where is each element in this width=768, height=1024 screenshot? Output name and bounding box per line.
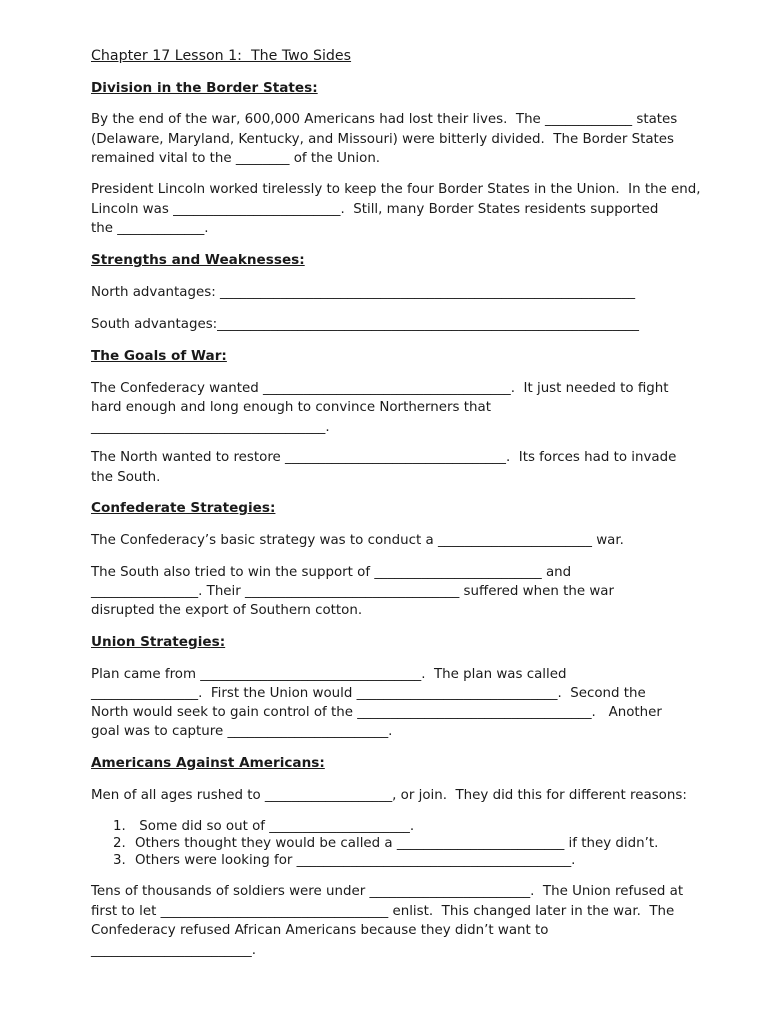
list-number: 3. [113, 853, 126, 868]
list-number: 2. [113, 836, 126, 851]
paragraph-line: North would seek to gain control of the ___________________________________. Another [91, 705, 662, 720]
paragraph-line: The Confederacy’s basic strategy was to conduct a _______________________ war. [91, 533, 624, 548]
paragraph-line: disrupted the export of Southern cotton. [91, 603, 363, 618]
heading-union-strategies: Union Strategies: [91, 634, 226, 650]
paragraph-line: Men of all ages rushed to ___________________, or join. They did this for different reasons: [91, 788, 687, 803]
list-text: Others thought they would be called a _________________________ if they didn’t. [135, 836, 659, 851]
heading-goals: The Goals of War: [91, 348, 227, 364]
paragraph-line: the South. [91, 470, 161, 485]
paragraph-line: Plan came from _________________________________. The plan was called [91, 667, 567, 682]
list-text: Others were looking for _________________________________________. [135, 853, 576, 868]
paragraph-line: By the end of the war, 600,000 Americans had lost their lives. The _____________ states [91, 112, 678, 127]
paragraph-line: Confederacy refused African Americans because they didn’t want to [91, 923, 549, 938]
heading-border-states: Division in the Border States: [91, 80, 318, 96]
paragraph-line: remained vital to the ________ of the Union. [91, 151, 381, 166]
paragraph-line: ___________________________________. [91, 420, 330, 435]
paragraph-line: President Lincoln worked tirelessly to keep the four Border States in the Union. In the end, [91, 182, 701, 197]
paragraph-line: ________________________. [91, 943, 256, 958]
paragraph-line: ________________. Their ________________________________ suffered when the war [91, 584, 614, 599]
paragraph-line: goal was to capture ________________________. [91, 724, 393, 739]
paragraph-line: South advantages:_______________________________________________________________ [91, 317, 639, 332]
paragraph-line: hard enough and long enough to convince Northerners that [91, 400, 491, 415]
heading-americans: Americans Against Americans: [91, 755, 325, 771]
paragraph-line: The Confederacy wanted _____________________________________. It just needed to fight [91, 381, 669, 396]
paragraph-line: The South also tried to win the support of _________________________ and [91, 565, 572, 580]
list-number: 1. [113, 819, 126, 834]
paragraph-line: ________________. First the Union would ______________________________. Second the [91, 686, 646, 701]
page-title: Chapter 17 Lesson 1: The Two Sides [91, 48, 352, 64]
list-text: Some did so out of _____________________. [135, 819, 415, 834]
paragraph-line: North advantages: ______________________________________________________________ [91, 285, 636, 300]
paragraph-line: first to let __________________________________ enlist. This changed later in the war. The [91, 904, 675, 919]
paragraph-line: the _____________. [91, 221, 209, 236]
heading-confederate-strategies: Confederate Strategies: [91, 500, 276, 516]
paragraph-line: Tens of thousands of soldiers were under ________________________. The Union refused at [91, 884, 684, 899]
paragraph-line: Lincoln was _________________________. Still, many Border States residents supported [91, 202, 659, 217]
paragraph-line: The North wanted to restore _________________________________. Its forces had to invade [91, 450, 677, 465]
list-item [113, 851, 575, 871]
paragraph-line: (Delaware, Maryland, Kentucky, and Missouri) were bitterly divided. The Border States [91, 132, 675, 147]
heading-strengths: Strengths and Weaknesses: [91, 252, 305, 268]
